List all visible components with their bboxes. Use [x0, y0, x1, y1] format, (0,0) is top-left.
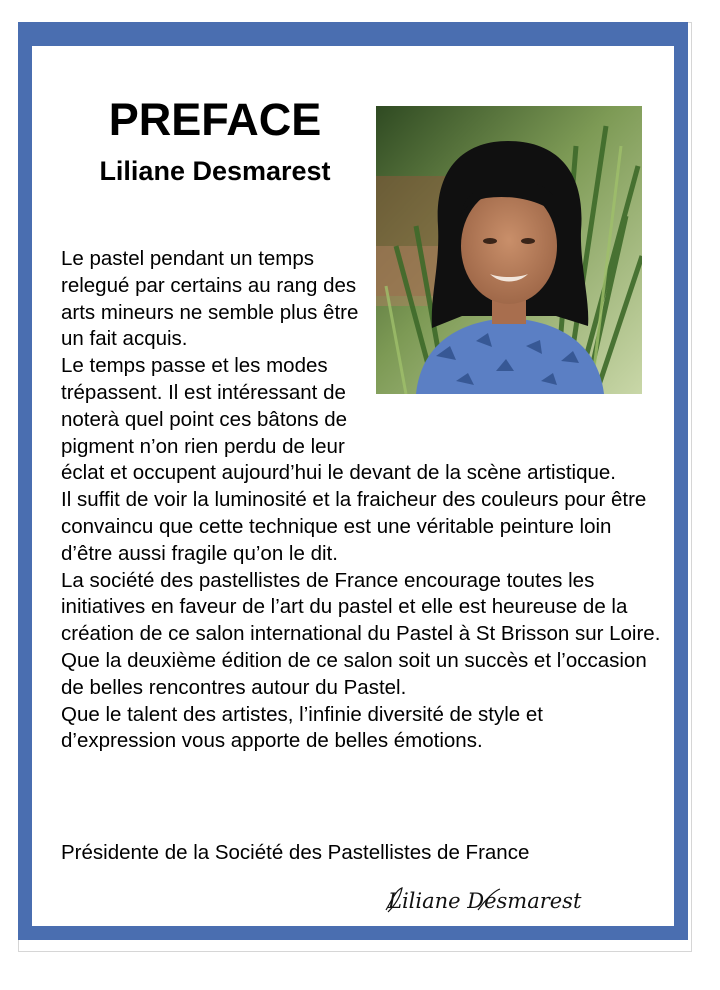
author-name: Liliane Desmarest [99, 156, 331, 186]
page-title: PREFACE [108, 94, 322, 145]
author-role: Présidente de la Société des Pastellistes de France [61, 841, 530, 864]
paragraph: Le temps passe et les modes trépassent. Il est intéressant de noterà quel point ces bâtons de pigment n’on rien perdu de leur éclat et occupent aujourd’hui le devant de la scène artistique. [61, 354, 617, 485]
blue-frame [18, 22, 688, 940]
paragraph: Le pastel pendant un temps relegué par certains au rang des arts mineurs ne semble plus être un fait acquis. [61, 247, 359, 351]
paragraph: Que le talent des artistes, l’infinie diversité de style et d’expression vous apporte de belles émotions. [61, 702, 543, 753]
photo-wrap-spacer [385, 246, 661, 460]
svg-text:Liliane Desmarest: Liliane Desmarest [388, 889, 582, 913]
preface-page [32, 46, 674, 926]
paragraph: La société des pastellistes de France encourage toutes les initiatives en faveur de l’art du pastel et elle est heureuse de la création de ce salon international du Pastel à St Brisson sur Loire. [61, 568, 661, 646]
preface-body [61, 246, 661, 755]
handwritten-signature [382, 880, 592, 920]
paragraph: Il suffit de voir la luminosité et la fraicheur des couleurs pour être convaincu que cette technique est une véritable peinture loin d’être aussi fragile qu’on le dit. [61, 488, 647, 565]
paragraph: Que la deuxième édition de ce salon soit un succès et l’occasion de belles rencontres autour du Pastel. [61, 648, 647, 699]
signature-icon [382, 880, 592, 920]
